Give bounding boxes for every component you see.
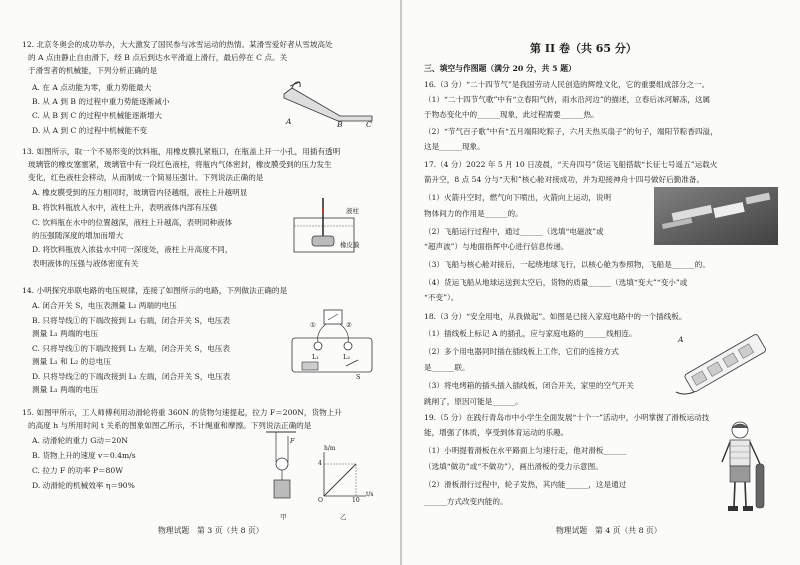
q13-option-d2: 表明液体的压强与液体密度有关 [32,259,139,268]
q17-line-5: （2）飞船运行过程中，通过______（选填“电磁波”或 [424,227,604,236]
q12-label-c: C [366,120,372,129]
page-fold-divider [400,0,402,565]
right-page-footer: 物理试题 第 4 页（共 8 页） [556,526,662,535]
part-two-title: 第 II 卷（共 65 分） [530,42,637,55]
q19-line-5: （2）滑板滑行过程中，轮子发热，其内能______，这是通过 [424,480,627,489]
q19-line-6: ______方式改变内能的。 [424,497,508,506]
q13-label-liquid-column: 液柱 [346,207,359,215]
q18-power-strip-figure [674,332,774,398]
q14-stem: 14. 小明探究串联电路的电压规律，连接了如图所示的电路，下列做法正确的是 [22,286,288,295]
q14-option-b1: B. 只将导线①的下端改接到 L₁ 右端，闭合开关 S，电压表 [32,316,230,325]
q18-line-4: 是______联。 [424,363,470,372]
q19-boy-with-skateboard-figure [716,420,772,516]
q13-option-c2: 的压强随深度的增加而增大 [32,231,124,240]
q16-line-5: 这是______现象。 [424,142,485,151]
q18-line-1: 18.（3 分）“安全用电，从我做起”。如图是已接入家庭电路中的一个插线板。 [424,312,687,321]
q19-line-2: 能，增强了体质，享受到体育运动的乐趣。 [424,428,569,437]
q15-graph-xlabel: t/s [366,491,374,498]
q12-label-a: A [286,117,292,126]
q19-line-4: （选填“做功”或“不做功”），画出滑板的受力示意图。 [424,462,603,471]
q13-label-rubber-film: 橡皮膜 [340,241,360,249]
q15-stem-1: 15. 如图甲所示，工人师傅利用动滑轮将重 360N 的货物匀速提起，拉力 F＝200N，货物上升 [22,408,342,417]
q16-line-3: 于物态变化中的______现象，此过程需要______热。 [424,110,599,119]
q15-graph-ylabel: h/m [324,445,336,452]
q14-label-wire-1: ① [310,321,316,329]
q16-line-1: 16.（3 分）“二十四节气”是我国劳动人民创造的辉煌文化，它的重要组成部分之一。 [424,80,710,89]
q15-option-c: C. 拉力 F 的功率 P＝80W [32,466,124,475]
q17-spacecraft-photo [654,187,778,245]
q14-label-l2: L₂ [343,353,350,361]
q17-line-9: “不变”）。 [424,293,459,302]
q17-line-8: （4）货运飞船从地球运送到太空后，货物的质量______（选填“变大”“变小”或 [424,278,688,287]
q12-option-a: A. 在 A 点动能为零，重力势能最大 [32,83,152,92]
q14-option-c2: 测量 L₁ 和 L₂ 的总电压 [32,357,111,366]
q13-option-d1: D. 将饮料瓶放入浓盐水中同一深度处，液柱上升高度不同， [32,245,233,254]
q15-option-a: A. 动滑轮的重力 G动＝20N [32,436,128,445]
q17-line-7: （3）飞船与核心舱对接后，一起绕地球飞行，以核心舱为参照物，飞船是______的。 [424,260,710,269]
q15-pulley-figure [266,430,302,506]
q13-stem-1: 13. 如图所示，取一个不易形变的饮料瓶，用橡皮膜扎紧瓶口，在瓶盖上开一小孔，用插有透明 [22,147,341,156]
q15-stem-2: 的高度 h 与所用时间 t 关系的图象如图乙所示，不计绳重和摩擦。下列说法正确的是 [28,421,312,430]
q17-line-6: “超声波”）与地面指挥中心进行信息传递。 [424,242,569,251]
q14-label-wire-2: ② [346,321,352,329]
q18-line-3: （2）多个用电器同时插在插线板上工作，它们的连接方式 [424,347,619,356]
q14-circuit-figure [288,308,376,378]
q12-stem-1: 12. 北京冬奥会的成功举办，大大激发了国民参与冰雪运动的热情。某滑雪爱好者从雪坡高处 [22,40,333,49]
q14-option-a: A. 闭合开关 S，电压表测量 L₂ 两端的电压 [32,301,177,310]
q13-option-c1: C. 饮料瓶在水中的位置越深，液柱上升越高，表明同种液体 [32,218,233,227]
q17-line-2: 箭升空，8 点 54 分与“天和”核心舱对接成功，并为迎接神舟十四号做好后勤准备。 [424,175,705,184]
q19-line-1: 19.（5 分）在践行青岛市中小学生全面发展“十个一”活动中，小明掌握了滑板运动技 [424,413,710,422]
q14-option-c1: C. 只将导线①的下端改接到 L₁ 左端，闭合开关 S，电压表 [32,344,230,353]
q15-graph-origin: O [318,497,323,504]
q15-graph-tick-10: 10 [352,497,360,504]
q12-option-c: C. 从 B 到 C 的过程中机械能逐渐增大 [32,111,163,120]
q18-label-socket-a: A [678,335,684,344]
q14-option-b2: 测量 L₁ 两端的电压 [32,329,99,338]
q12-ski-slope-figure [280,80,375,130]
q12-option-d: D. 从 A 到 C 的过程中机械能不变 [32,126,148,135]
q15-option-b: B. 货物上升的速度 v＝0.4m/s [32,451,136,460]
q18-line-2: （1）插线板上标记 A 的插孔，应与家庭电路的______线相连。 [424,329,637,338]
q14-label-switch: S [356,373,361,381]
q17-line-4: 物体间力的作用是______的。 [424,209,523,218]
q17-line-3: （1）火箭升空时，燃气向下喷出，火箭向上运动，说明 [424,193,612,202]
q12-stem-3: 于滑雪者的机械能，下列分析正确的是 [28,66,158,75]
q15-option-d: D. 动滑轮的机械效率 η＝90% [32,481,135,490]
q13-stem-2: 玻璃管的橡皮塞塞紧，玻璃管中有一段红色液柱，将瓶内气体密封，橡皮膜受到的压力发生 [28,160,332,169]
q17-line-1: 17.（4 分）2022 年 5 月 10 日凌晨，“天舟四号”货运飞船搭载“长征七号遥五”运载火 [424,160,718,169]
q18-line-5: （3）将电烤箱的插头插入插线板，闭合开关，家里的空气开关 [424,381,634,390]
q15-label-force: F [290,437,295,445]
q16-line-2: （1）“二十四节气歌”中有“立春阳气转，雨水沿河边”的描述，立春后冰河解冻，这属 [424,95,711,104]
q19-line-3: （1）小明提着滑板在水平路面上匀速行走，他对滑板______ [424,446,627,455]
q15-label-figure-a: 甲 [280,513,287,521]
section-three-heading: 三、填空与作图题（满分 20 分，共 5 题） [424,64,576,73]
q14-option-d2: 测量 L₁ 两端的电压 [32,385,99,394]
q18-line-6: 跳闸了，原因可能是______。 [424,397,523,406]
q16-line-4: （2）“节气百子歌”中有“五月端阳吃粽子，六月天热买扇子”的句子，端阳节粽香四溢， [424,127,718,136]
q15-height-time-graph [318,450,368,500]
q13-option-a: A. 橡皮膜受到的压力相同时，玻璃管内径越细，液柱上升越明显 [32,188,248,197]
q13-option-b: B. 将饮料瓶放入水中，液柱上升，表明液体内部有压强 [32,203,218,212]
left-page-footer: 物理试题 第 3 页（共 8 页） [158,526,264,535]
q13-stem-3: 变化，红色液柱会移动，从而制成一个简易压强计。下列说法正确的是 [28,173,264,182]
q14-option-d1: D. 只将导线②的下端改接到 L₁ 左端，闭合开关 S，电压表 [32,372,231,381]
q15-label-figure-b: 乙 [340,513,347,521]
q15-graph-tick-4: 4 [318,460,322,467]
q12-label-b: B [337,120,343,129]
right-page [404,0,800,565]
q14-label-l1: L₁ [312,353,319,361]
q12-option-b: B. 从 A 到 B 的过程中重力势能逐渐减小 [32,97,170,106]
q12-stem-2: 的 A 点由静止自由滑下，经 B 点后到达水平滑道上滑行，最后停在 C 点。关 [28,53,288,62]
